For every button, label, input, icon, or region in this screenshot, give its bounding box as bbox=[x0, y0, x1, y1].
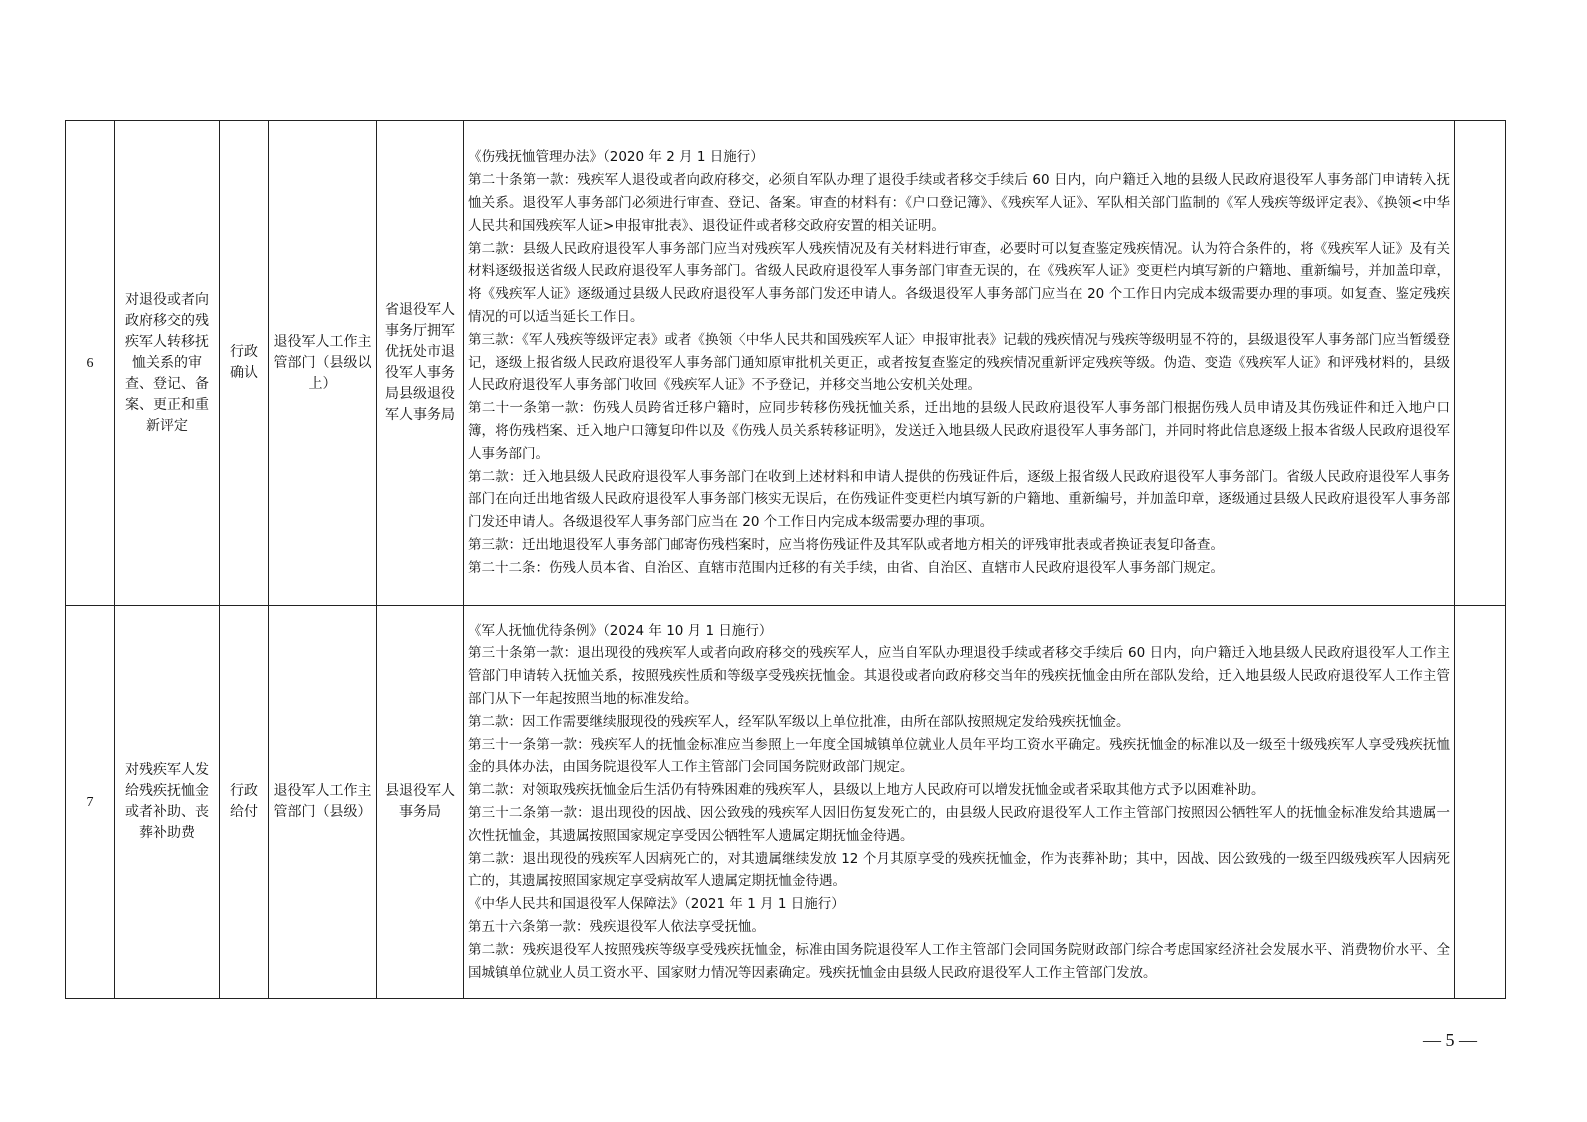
implementing-agency: 省退役军人事务厅拥军优抚处市退役军人事务局县级退役军人事务局 bbox=[377, 121, 464, 606]
legal-basis bbox=[464, 606, 1455, 999]
item-type: 行政给付 bbox=[220, 606, 269, 999]
basis-line: 《中华人民共和国退役军人保障法》（2021 年 1 月 1 日施行） bbox=[468, 896, 845, 913]
row-number: 6 bbox=[66, 121, 115, 606]
basis-line: 第二十二条：伤残人员本省、自治区、直辖市范围内迁移的有关手续，由省、自治区、直辖市人民政府退役军人事务部门规定。 bbox=[468, 559, 1224, 576]
basis-line: 第二款：退出现役的残疾军人因病死亡的，对其遗属继续发放 12 个月其原享受的残疾抚恤金，作为丧葬补助；其中，因战、因公致残的一级至四级残疾军人因病死亡的，其遗属按照国家规定享受病故军人遗属定期抚恤金待遇。 bbox=[468, 850, 1450, 890]
implementing-agency: 县退役军人事务局 bbox=[377, 606, 464, 999]
basis-line: 第二十条第一款：残疾军人退役或者向政府移交，必须自军队办理了退役手续或者移交手续后 60 日内，向户籍迁入地的县级人民政府退役军人事务部门申请转入抚恤关系。退役军人事务部门必须进行审查、登记、备案。审查的材料有：《户口登记簿》、《残疾军人证》、军队相关部门监制的《军人残疾等级评定表》、《换领<中华人民共和国残疾军人证>申报审批表》、退役证件或者移交政府安置的相关证明。 bbox=[468, 172, 1450, 234]
authority-table bbox=[65, 120, 1506, 999]
basis-line: 第二款：残疾退役军人按照残疾等级享受残疾抚恤金，标准由国务院退役军人工作主管部门会同国务院财政部门综合考虑国家经济社会发展水平、消费物价水平、全国城镇单位就业人员工资水平、国家财力情况等因素确定。残疾抚恤金由县级人民政府退役军人工作主管部门发放。 bbox=[468, 941, 1450, 981]
basis-line: 《军人抚恤优待条例》（2024 年 10 月 1 日施行） bbox=[468, 622, 773, 639]
table-row bbox=[66, 606, 1506, 999]
legal-basis bbox=[464, 121, 1455, 606]
item-type: 行政确认 bbox=[220, 121, 269, 606]
remarks-cell bbox=[1455, 121, 1506, 606]
page-number: — 5 — bbox=[1423, 1030, 1477, 1050]
basis-line: 第二款：对领取残疾抚恤金后生活仍有特殊困难的残疾军人，县级以上地方人民政府可以增发抚恤金或者采取其他方式予以困难补助。 bbox=[468, 782, 1265, 799]
basis-line: 第三十一条第一款：残疾军人的抚恤金标准应当参照上一年度全国城镇单位就业人员年平均工资水平确定。残疾抚恤金的标准以及一级至十级残疾军人享受残疾抚恤金的具体办法，由国务院退役军人工作主管部门会同国务院财政部门规定。 bbox=[468, 736, 1450, 776]
basis-line: 第三款：迁出地退役军人事务部门邮寄伤残档案时，应当将伤残证件及其军队或者地方相关的评残审批表或者换证表复印备查。 bbox=[468, 536, 1224, 553]
basis-line: 第五十六条第一款：残疾退役军人依法享受抚恤。 bbox=[468, 918, 765, 935]
responsible-department: 退役军人工作主管部门（县级以上） bbox=[269, 121, 377, 606]
remarks-cell bbox=[1455, 606, 1506, 999]
item-name: 对退役或者向政府移交的残疾军人转移抚恤关系的审查、登记、备案、更正和重新评定 bbox=[115, 121, 220, 606]
basis-line: 《伤残抚恤管理办法》（2020 年 2 月 1 日施行） bbox=[468, 149, 764, 166]
basis-line: 第二十一条第一款：伤残人员跨省迁移户籍时，应同步转移伤残抚恤关系，迁出地的县级人民政府退役军人事务部门根据伤残人员申请及其伤残证件和迁入地户口簿，将伤残档案、迁入地户口簿复印件以及《伤残人员关系转移证明》，发送迁入地县级人民政府退役军人事务部门，并同时将此信息逐级上报本省级人民政府退役军人事务部门。 bbox=[468, 400, 1450, 462]
item-name: 对残疾军人发给残疾抚恤金或者补助、丧葬补助费 bbox=[115, 606, 220, 999]
basis-line: 第三十二条第一款：退出现役的因战、因公致残的残疾军人因旧伤复发死亡的，由县级人民政府退役军人工作主管部门按照因公牺牲军人的抚恤金标准发给其遗属一次性抚恤金，其遗属按照国家规定享受因公牺牲军人遗属定期抚恤金待遇。 bbox=[468, 805, 1450, 844]
table-row bbox=[66, 121, 1506, 606]
basis-line: 第三款：《军人残疾等级评定表》或者《换领〈中华人民共和国残疾军人证〉申报审批表》记载的残疾情况与残疾等级明显不符的，县级退役军人事务部门应当暂缓登记，逐级上报省级人民政府退役军人事务部门通知原审批机关更正，或者按复查鉴定的残疾情况重新评定残疾等级。伪造、变造《残疾军人证》和评残材料的，县级人民政府退役军人事务部门收回《残疾军人证》不予登记，并移交当地公安机关处理。 bbox=[468, 331, 1450, 394]
basis-line: 第三十条第一款：退出现役的残疾军人或者向政府移交的残疾军人，应当自军队办理退役手续或者移交手续后 60 日内，向户籍迁入地县级人民政府退役军人工作主管部门申请转入抚恤关系，按照残疾性质和等级享受残疾抚恤金。其退役或者向政府移交当年的残疾抚恤金由所在部队发给，迁入地县级人民政府退役军人工作主管部门从下一年起按照当地的标准发给。 bbox=[468, 645, 1450, 708]
responsible-department: 退役军人工作主管部门（县级） bbox=[269, 606, 377, 999]
basis-line: 第二款：县级人民政府退役军人事务部门应当对残疾军人残疾情况及有关材料进行审查，必要时可以复查鉴定残疾情况。认为符合条件的，将《残疾军人证》及有关材料逐级报送省级人民政府退役军人事务部门。省级人民政府退役军人事务部门审查无误的，在《残疾军人证》变更栏内填写新的户籍地、重新编号，并加盖印章，将《残疾军人证》逐级通过县级人民政府退役军人事务部门发还申请人。各级退役军人事务部门应当在 20 个工作日内完成本级需要办理的事项。如复查、鉴定残疾情况的可以适当延长工作日。 bbox=[468, 240, 1450, 325]
basis-line: 第二款：因工作需要继续服现役的残疾军人，经军队军级以上单位批准，由所在部队按照规定发给残疾抚恤金。 bbox=[468, 713, 1130, 730]
row-number: 7 bbox=[66, 606, 115, 999]
basis-line: 第二款：迁入地县级人民政府退役军人事务部门在收到上述材料和申请人提供的伤残证件后，逐级上报省级人民政府退役军人事务部门。省级人民政府退役军人事务部门在向迁出地省级人民政府退役军人事务部门核实无误后，在伤残证件变更栏内填写新的户籍地、重新编号，并加盖印章，逐级通过县级人民政府退役军人事务部门发还申请人。各级退役军人事务部门应当在 20 个工作日内完成本级需要办理的事项。 bbox=[468, 468, 1450, 531]
